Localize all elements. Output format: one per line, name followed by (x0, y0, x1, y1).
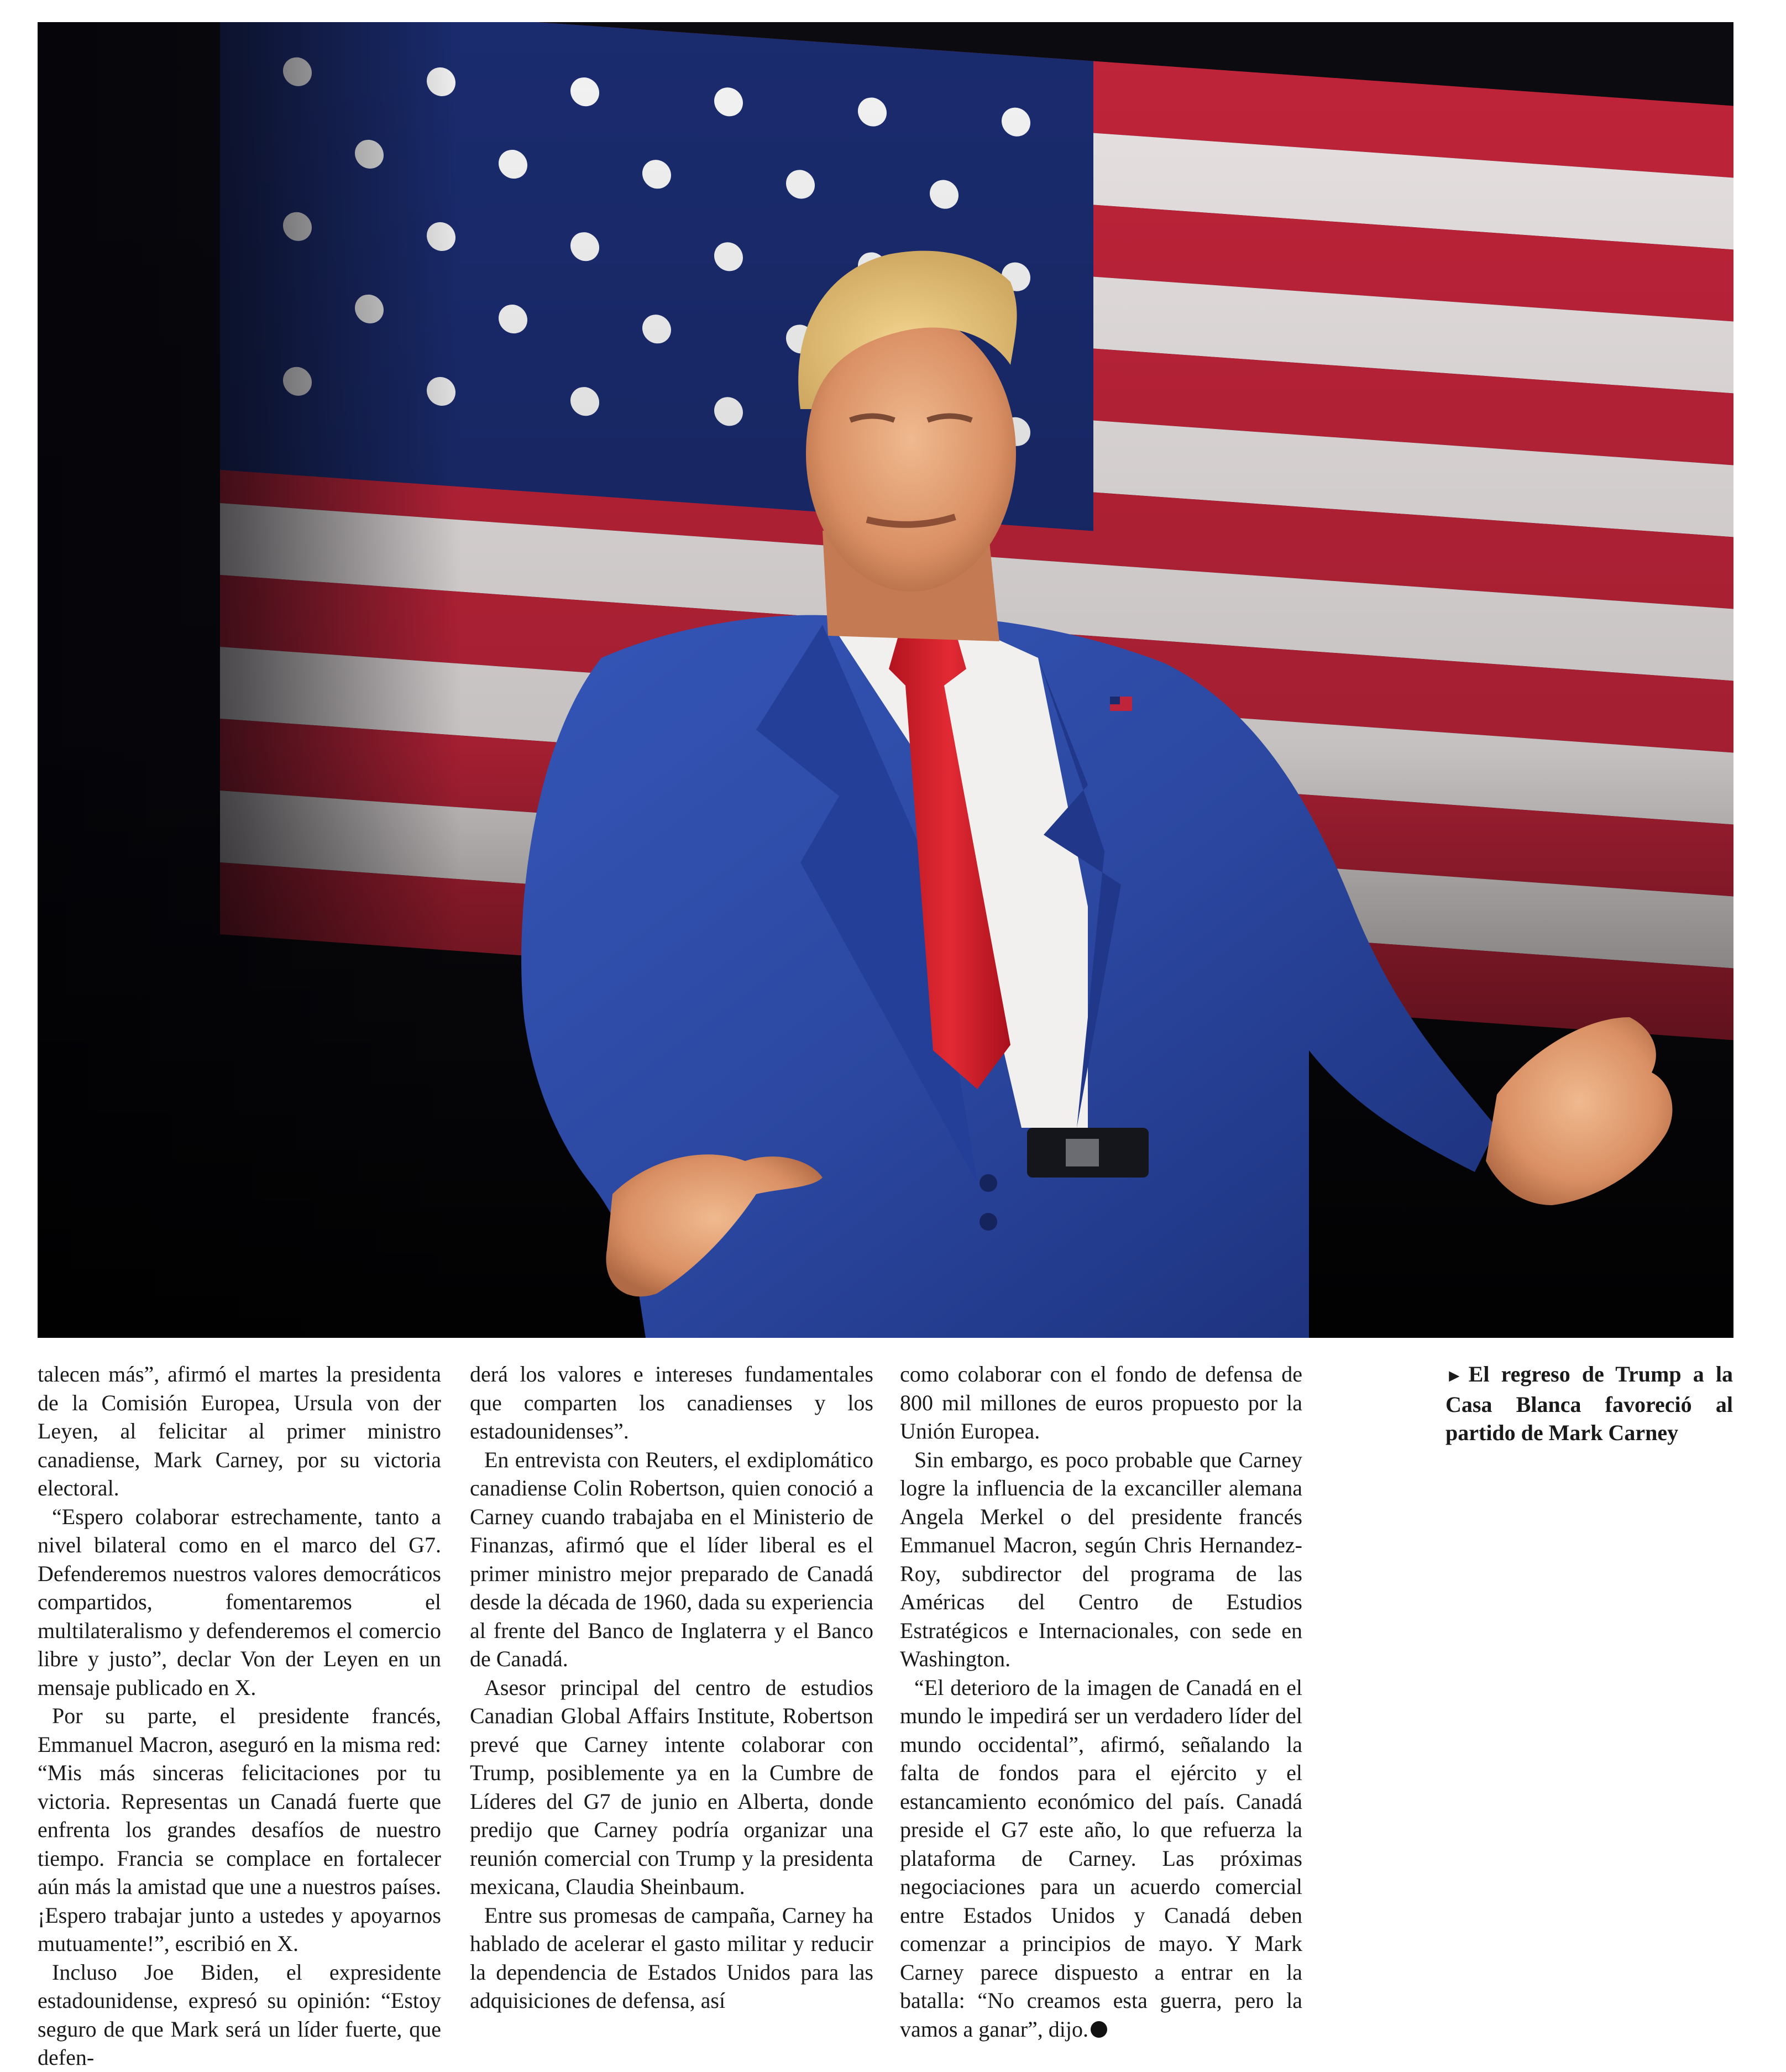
article-paragraph (38, 1360, 441, 1503)
caption-text: El regreso de Trump a la Casa Blanca favoreció al partido de Mark Carney (1445, 1362, 1733, 1445)
end-of-article-dot-icon (1091, 2021, 1107, 2038)
paragraph-text: “Espero colaborar estrechamente, tanto a nivel bilateral como en el marco del G7. Defenderemos nuestros valores democráticos compartidos, fomentaremos el multilateralismo y defenderemos el comercio libre y justo”, declar Von der Leyen en un mensaje publicado en X. (38, 1504, 441, 1700)
paragraph-text: “El deterioro de la imagen de Canadá en el mundo le impedirá ser un verdadero líder del mundo occidental”, afirmó, señalando la falta de fondos para el ejército y el estancamiento económico del país. Canadá preside el G7 este año, lo que refuerza la plataforma de Carney. Las próximas negociaciones para un acuerdo comercial entre Estados Unidos y Canadá deben comenzar a principios de mayo. Y Mark Carney parece dispuesto a entrar en la batalla: “No creamos esta guerra, pero la vamos a ganar”, dijo. (900, 1675, 1302, 2042)
paragraph-text: Por su parte, el presidente francés, Emmanuel Macron, aseguró en la misma red: “Mis más sinceras felicitaciones por tu victoria. Representas un Canadá fuerte que enfrenta los grandes desafíos de nuestro tiempo. Francia se complace en fortalecer aún más la amistad que une a nuestros países. ¡Espero trabajar junto a ustedes y apoyarnos mutuamente!”, escribió en X. (38, 1703, 441, 1956)
caption-arrow-icon: ► (1445, 1365, 1463, 1385)
article-paragraph (470, 1673, 873, 1901)
article-photo (38, 22, 1733, 1338)
article-column-1 (38, 1360, 441, 2072)
article-paragraph (470, 1360, 873, 1446)
article-paragraph (900, 1673, 1302, 2044)
paragraph-text: Sin embargo, es poco probable que Carney logre la influencia de la excanciller alemana Angela Merkel o del presidente francés Emmanuel Macron, según Chris Hernandez-Roy, subdirector del programa de las Américas del Centro de Estudios Estratégicos e Internacionales, con sede en Washington. (900, 1447, 1302, 1671)
article-column-2 (470, 1360, 873, 2015)
paragraph-text: talecen más”, afirmó el martes la presidenta de la Comisión Europea, Ursula von der Leyen, al felicitar al primer ministro canadiense, Mark Carney, por su victoria electoral. (38, 1362, 441, 1500)
photo-caption (1445, 1360, 1733, 1447)
paragraph-text: Asesor principal del centro de estudios Canadian Global Affairs Institute, Robertson prevé que Carney intente colaborar con Trump, posiblemente ya en la Cumbre de Líderes del G7 de junio en Alberta, donde predijo que Carney podría organizar una reunión comercial con Trump y la presidenta mexicana, Claudia Sheinbaum. (470, 1675, 873, 1899)
article-paragraph (38, 1503, 441, 1702)
article-column-3 (900, 1360, 1302, 2043)
article-paragraph (900, 1446, 1302, 1673)
paragraph-text: derá los valores e intereses fundamentales que comparten los canadienses y los estadounidenses”. (470, 1362, 873, 1443)
article-paragraph (470, 1901, 873, 2015)
article-paragraph (38, 1958, 441, 2072)
article-paragraph (470, 1446, 873, 1673)
article-paragraph (900, 1360, 1302, 1446)
paragraph-text: Entre sus promesas de campaña, Carney ha hablado de acelerar el gasto militar y reducir la dependencia de Estados Unidos para las adquisiciones de defensa, así (470, 1902, 873, 2013)
paragraph-text: Incluso Joe Biden, el expresidente estadounidense, expresó su opinión: “Estoy seguro de que Mark será un líder fuerte, que defen- (38, 1959, 441, 2070)
article-paragraph (38, 1702, 441, 1958)
paragraph-text: En entrevista con Reuters, el exdiplomático canadiense Colin Robertson, quien conoció a Carney cuando trabajaba en el Ministerio de Finanzas, afirmó que el líder liberal es el primer ministro mejor preparado de Canadá desde la década de 1960, dada su experiencia al frente del Banco de Inglaterra y el Banco de Canadá. (470, 1447, 873, 1671)
trump-flag-illustration (38, 22, 1733, 1338)
paragraph-text: como colaborar con el fondo de defensa de 800 mil millones de euros propuesto por la Unión Europea. (900, 1362, 1302, 1443)
